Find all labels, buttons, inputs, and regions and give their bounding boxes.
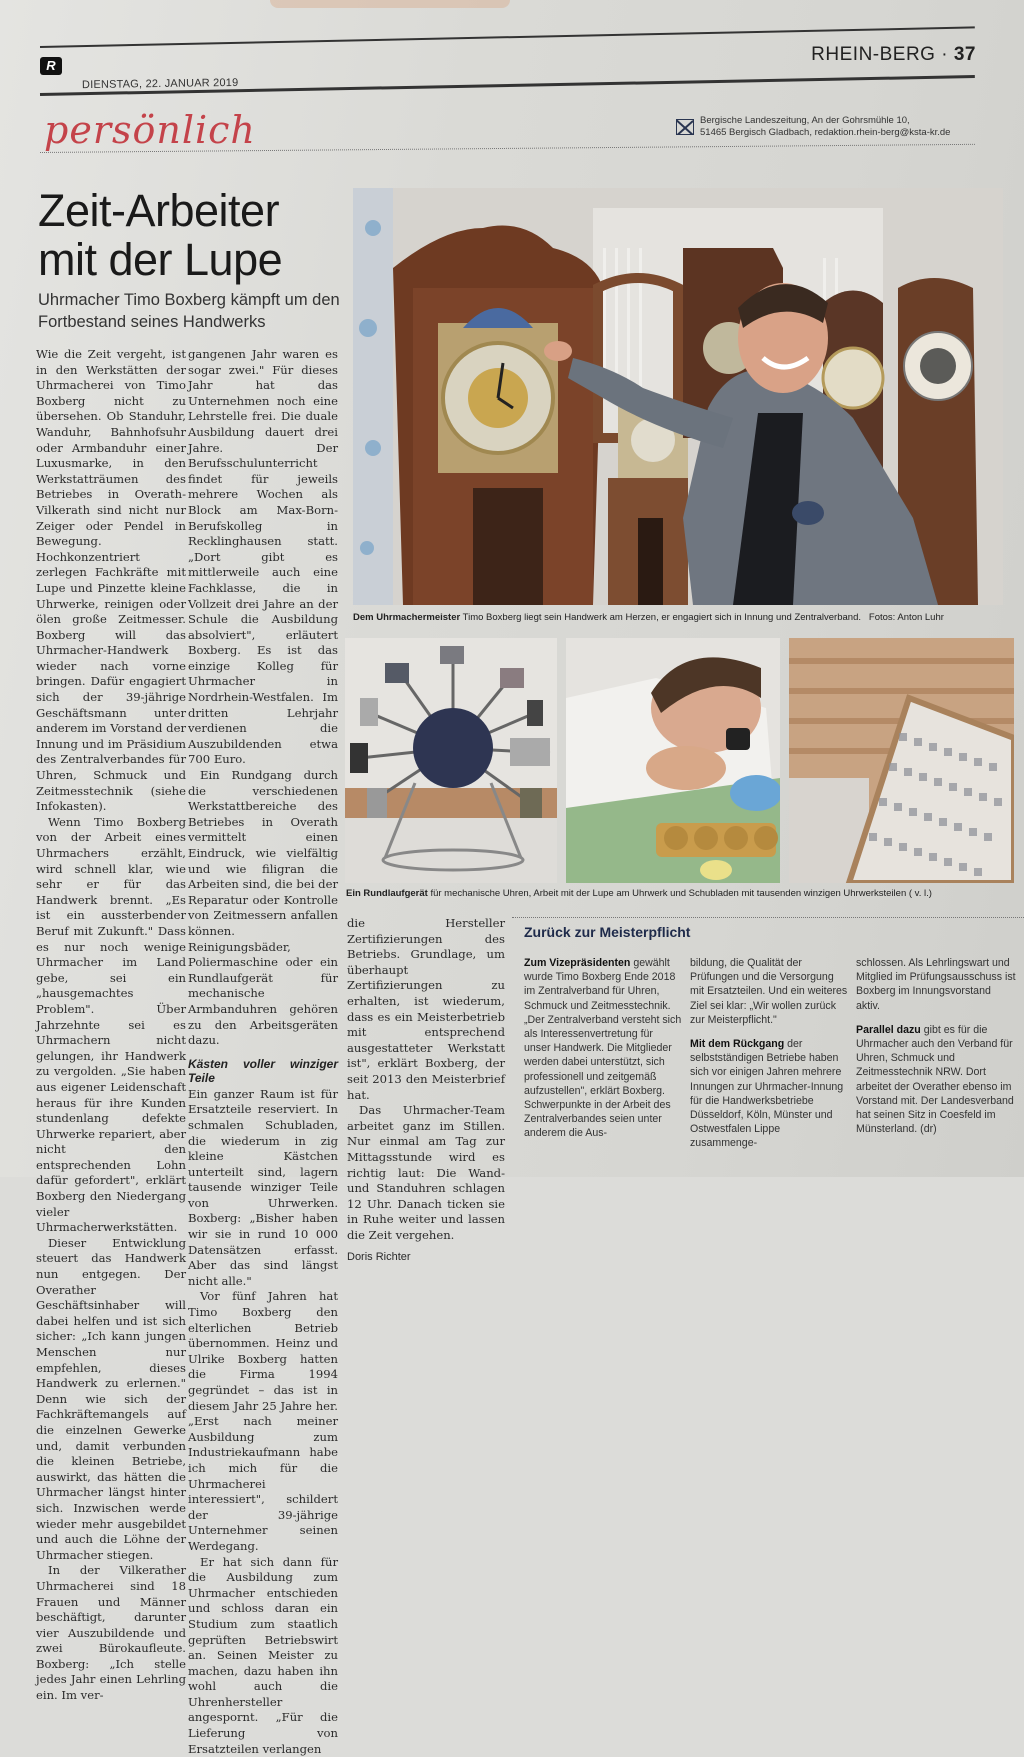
paragraph: Ein ganzer Raum ist für Ersatzteile reserviert. In schmalen Schubladen, die wiederum in zig kleine Kästchen unterteilt sind, lagern tausende winziger Teile von Uhrwerken. Boxberg: „Bisher haben wir sie in rund 10 000 Datensätzen erfasst. Aber das sind längst nicht alle." bbox=[188, 1086, 338, 1288]
section-page-label bbox=[811, 44, 976, 66]
paragraph: Wie die Zeit vergeht, ist in den Werkstätten der Uhrmacherei von Timo Boxberg nicht zu übersehen. Ob Standuhr, Wanduhr, Bahnhofsuhr oder Armbanduhr einer Luxusmarke, in den Werkstatträumen des Betriebes in Overath-Vilkerath sind nicht nur Zeiger oder Pendel in Bewegung. Hochkonzentriert zerlegen Fachkräfte mit Lupe und Pinzette kleine Uhrwerke, reinigen oder ölen große Zeitmesser. Boxberg will das Uhrmacher-Handwerk wieder nach vorne bringen. Dafür engagiert sich der 39-jährige Geschäftsmann unter anderem im Vorstand der Innung und im Präsidium des Zentralverbandes für Uhren, Schmuck und Zeitmesstechnik (siehe Infokasten). bbox=[36, 347, 186, 814]
infobox-column-1: Zum Vizepräsidenten gewählt wurde Timo Boxberg Ende 2018 im Zentralverband für Uhren, Schmuck und Zeitmesstechnik. „Der Zentralverband versteht sich als Interessenvertretung für unser Handwerk. Die Mitglieder werden dabei unterstützt, sich professionell und zeitgemäß aufzustellen", erklärt Boxberg. Schwerpunkte in der Arbeit des Zentralverbandes seien unter anderem die Aus- bbox=[524, 957, 682, 1140]
infobox-column-2: bildung, die Qualität der Prüfungen und die Versorgung mit Ersatzteilen. Und ein weiteres Ziel sei klar: „Wir wollen zurück zur Meisterpflicht." Mit dem Rückgang der selbstständigen Betriebe haben sich vor einigen Jahren mehrere Innungen zur Uhrmacher-Innung für die Handwerksbetriebe Düsseldorf, Köln, Münster und Ostwestfalen Lippe zusammenge- bbox=[690, 957, 848, 1150]
main-photo-caption: Dem Uhrmachermeister Timo Boxberg liegt sein Handwerk am Herzen, er engagiert sich in Innung und Zentralverband. Fotos: Anton Luhr bbox=[353, 612, 944, 623]
article-column-3 bbox=[347, 916, 505, 1263]
paragraph: Wenn Timo Boxberg von der Arbeit eines Uhrmachers erzählt, wird schnell klar, wie sehr er für das Handwerk brennt. „Es ist ein aussterbender Beruf mit Zukunft." Dass es nur noch wenige Uhrmacher im Land gebe, sei ein „hausgemachtes Problem". Über Jahrzehnte sei es Uhrmachern nicht gelungen, ihr Handwerk zu vergolden. „Sie haben aus eigener Leidenschaft heraus für ihre Kunden stundenlang defekte Uhrwerke repariert, aber nicht den entsprechenden Lohn dafür gefordert", erklärt Boxberg den Niedergang vieler Uhrmacherwerkstätten. bbox=[36, 814, 186, 1235]
envelope-icon bbox=[676, 119, 694, 135]
newspaper-logo: R bbox=[40, 57, 62, 75]
paragraph: In der Vilkerather Uhrmacherei sind 18 Frauen und Männer beschäftigt, darunter vier Auszubildende und zwei Bürokaufleute. Boxberg: „Ich stelle jedes Jahr einen Lehrling ein. Im ver- bbox=[36, 1563, 186, 1703]
paragraph: Dieser Entwicklung steuert das Handwerk nun entgegen. Der Overather Geschäftsinhaber will dabei helfen und ist sich sicher: „Ich kann jungen Menschen nur empfehlen, dieses Handwerk zu erlernen." Denn wie sich der Fachkräftemangels auf die einzelnen Gewerke und, damit verbunden die kleinen Betriebe, auswirkt, das hätten die Uhrmacher längst hinter sich. Inzwischen werde wieder mehr ausgebildet und auch die Löhne der Uhrmacher stiegen. bbox=[36, 1235, 186, 1562]
paragraph: die Hersteller Zertifizierungen des Betriebs. Grundlage, um überhaupt Zertifizierungen zu erhalten, ist wiederum, dass es ein Meisterbetrieb mit entsprechend ausgestatteter Werkstatt ist", erklärt Boxberg, der seit 2013 den Meisterbrief hat. bbox=[347, 916, 505, 1102]
main-photo bbox=[353, 188, 1003, 605]
article-subhead: Uhrmacher Timo Boxberg kämpft um den Fortbestand seines Handwerks bbox=[38, 291, 340, 331]
paragraph: gangenen Jahr waren es sogar zwei." Für dieses Jahr hat das Unternehmen noch eine Lehrstelle frei. Die duale Ausbildung dauert drei Jahre. Der Berufsschulunterricht findet für jeweils mehrere Wochen als Block am Max-Born-Berufskolleg in Recklinghausen statt. „Dort gibt es mittlerweile auch eine Fachklasse, die in Vollzeit drei Jahre an der Schule die Ausbildung absolviert", erläutert Boxberg. Es ist das einzige Kolleg für Uhrmacher in Nordrhein-Westfalen. Im dritten Lehrjahr verdienen die Auszubildenden etwa 700 Euro. bbox=[188, 347, 338, 767]
paper-fold-shadow bbox=[270, 0, 510, 8]
section-name: RHEIN-BERG bbox=[811, 44, 936, 65]
contact-email: 51465 Bergisch Gladbach, redaktion.rhein-berg@ksta-kr.de bbox=[700, 127, 951, 138]
watchmaker-at-work-illustration bbox=[566, 638, 780, 883]
photo-parts-drawers bbox=[789, 638, 1014, 883]
photo-credit: Fotos: Anton Luhr bbox=[868, 612, 944, 623]
article-column-2 bbox=[188, 347, 338, 1757]
article-column-1 bbox=[36, 347, 186, 1704]
clock-scene-illustration bbox=[353, 188, 1003, 605]
photo-watchmaker-loupe bbox=[566, 638, 780, 883]
paragraph: Ein Rundgang durch die verschiedenen Werkstattbereiche des Betriebes in Overath vermittelt einen Eindruck, wie vielfältig und wie filigran die Arbeiten sind, die bei der Reparatur oder Kontrolle von Zeitmessern anfallen können. Reinigungsbäder, Poliermaschine oder ein Rundlaufgerät für mechanische Armbanduhren gehören zu den Arbeitsgeräten dazu. bbox=[188, 768, 338, 1048]
contact-info bbox=[676, 115, 950, 139]
infobox-column-3: schlossen. Als Lehrlingswart und Mitglied im Prüfungsausschuss ist Boxberg im Innungsvorstand aktiv. Parallel dazu gibt es für die Uhrmacher auch den Verband für Uhren, Schmuck und Zeitmesstechnik NRW. Dort arbeitet der Overather ebenso im Vorstand mit. Der Landesverband hat seinen Sitz in Coesfeld im Münsterland. (dr) bbox=[856, 957, 1016, 1136]
infobox-title: Zurück zur Meisterpflicht bbox=[524, 924, 691, 940]
infobox bbox=[512, 916, 1024, 1156]
page-number: 37 bbox=[953, 44, 976, 65]
spare-parts-drawer-illustration bbox=[789, 638, 1014, 883]
section-kicker: persönlich bbox=[44, 108, 256, 152]
contact-address: Bergische Landeszeitung, An der Gohrsmühle 10, bbox=[700, 115, 910, 126]
photo-row-caption: Ein Rundlaufgerät für mechanische Uhren, Arbeit mit der Lupe am Uhrwerk und Schubladen mit tausenden winzigen Uhrwerksteilen ( v. l.) bbox=[346, 888, 932, 899]
separator: · bbox=[941, 44, 949, 65]
issue-date: DIENSTAG, 22. JANUAR 2019 bbox=[81, 76, 239, 92]
paragraph: Er hat sich dann für die Ausbildung zum Uhrmacher entschieden und schloss daran ein Studium zum staatlich geprüften Betriebswirt an. Seinen Meister zu machen, dazu haben ihn wohl auch die Uhrenhersteller angespornt. „Für die Lieferung von Ersatzteilen verlangen bbox=[188, 1554, 338, 1756]
photo-rundlaufgeraet bbox=[345, 638, 557, 883]
rotating-watch-tester-illustration bbox=[345, 638, 557, 883]
paragraph: Das Uhrmacher-Team arbeitet ganz im Stillen. Nur einmal am Tag zur Mittagsstunde wird es richtig laut: Die Wand- und Standuhren schlagen 12 Uhr. Danach ticken sie in Ruhe weiter und lassen die Zeit vergehen. bbox=[347, 1103, 505, 1242]
article-subheading: Kästen voller winziger Teile bbox=[188, 1056, 338, 1085]
article-author: Doris Richter bbox=[347, 1251, 411, 1264]
paragraph: Vor fünf Jahren hat Timo Boxberg den elterlichen Betrieb übernommen. Heinz und Ulrike Boxberg hatten die Firma 1994 gegründet – das ist in diesem Jahr 25 Jahre her. „Erst nach meiner Ausbildung zum Industriekaufmann habe ich mich für die Uhrmacherei interessiert", schildert der 39-jährige Unternehmer seinen Werdegang. bbox=[188, 1289, 338, 1553]
article-headline: Zeit-Arbeiter mit der Lupe bbox=[38, 185, 283, 285]
